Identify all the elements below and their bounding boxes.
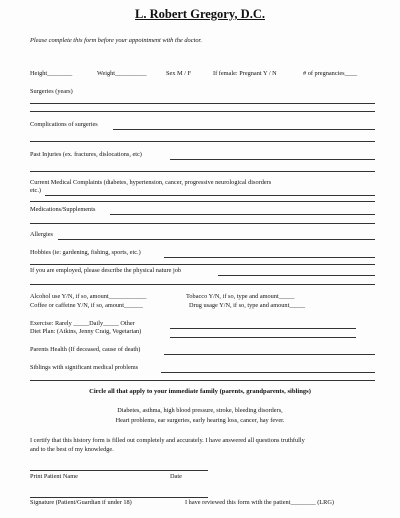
parents-health-line[interactable] <box>164 354 375 355</box>
complaints-label: Current Medical Complaints (diabetes, hypertension, cancer, progressive neurological disorders <box>30 179 272 186</box>
alcohol-field[interactable]: Alcohol use Y/N, if so, amount____________ <box>30 293 147 300</box>
family-conditions-line-2[interactable]: Heart problems, ear surgeries, early hearing loss, cancer, hay fever. <box>115 417 285 424</box>
certification-text-cont: and to the best of my knowledge. <box>30 446 114 453</box>
surgeries-label: Surgeries (years) <box>30 88 73 95</box>
certification-text: I certify that this history form is filled out completely and accurately. I have answered all questions truthfully <box>30 437 305 444</box>
employment-line-2[interactable] <box>30 284 375 285</box>
diet-line[interactable] <box>170 337 356 338</box>
siblings-label: Siblings with significant medical problems <box>30 364 139 371</box>
print-name-label: Print Patient Name <box>30 473 78 480</box>
complications-line-1[interactable] <box>113 129 375 130</box>
employment-line-1[interactable] <box>218 275 375 276</box>
complications-line-2[interactable] <box>30 141 375 142</box>
medications-line-2[interactable] <box>30 223 375 224</box>
coffee-field[interactable]: Coffee or caffeine Y/N, if so, amount______ <box>30 302 143 309</box>
weight-field[interactable]: Weight__________ <box>97 70 147 77</box>
allergies-label: Allergies <box>30 231 53 238</box>
signature-label: Signature (Patient/Guardian if under 18) <box>30 499 132 506</box>
siblings-line-1[interactable] <box>161 372 375 373</box>
siblings-line-2[interactable] <box>30 380 375 381</box>
hobbies-line-2[interactable] <box>30 264 375 265</box>
hobbies-label: Hobbies (ie: gardening, fishing, sports, etc.) <box>30 249 141 256</box>
diet-label: Diet Plan: (Atkins, Jenny Craig, Vegetarian) <box>30 328 142 335</box>
complications-label: Complications of surgeries <box>30 121 98 128</box>
signature-line[interactable] <box>30 497 208 498</box>
hobbies-line-1[interactable] <box>164 257 375 258</box>
sex-field[interactable]: Sex M / F <box>166 70 192 77</box>
family-conditions-line-1[interactable]: Diabetes, asthma, high blood pressure, stroke, bleeding disorders, <box>117 407 283 414</box>
form-instructions: Please complete this form before your appointment with the doctor. <box>30 37 202 44</box>
complaints-line-2[interactable] <box>30 201 375 202</box>
print-name-line[interactable] <box>30 470 208 471</box>
complaints-line-1[interactable] <box>45 195 375 196</box>
drug-field[interactable]: Drug usage Y/N, if so, type and amount_____ <box>189 302 306 309</box>
past-injuries-line-1[interactable] <box>170 159 375 160</box>
exercise-other-line[interactable] <box>170 328 356 329</box>
employment-label: If you are employed, please describe the physical nature job <box>30 267 182 274</box>
allergies-line[interactable] <box>58 239 375 240</box>
date-label: Date <box>170 473 182 480</box>
parents-health-label: Parents Health (If deceased, cause of death) <box>30 346 141 353</box>
past-injuries-label: Past Injuries (ex. fractures, dislocations, etc) <box>30 151 142 158</box>
medications-line-1[interactable] <box>110 214 375 215</box>
medications-label: Medications/Supplements <box>30 206 96 213</box>
surgeries-line-2[interactable] <box>30 111 375 112</box>
reviewed-statement: I have reviewed this form with the patient________ (LRG) <box>185 499 334 506</box>
exercise-field[interactable]: Exercise: Rarely _____Daily_____ Other <box>30 320 135 327</box>
surgeries-line-1[interactable] <box>30 103 375 104</box>
family-history-heading: Circle all that apply to your immediate family (parents, grandparents, siblings) <box>89 388 311 395</box>
height-field[interactable]: Height________ <box>30 70 73 77</box>
form-title: L. Robert Gregory, D.C. <box>135 7 265 21</box>
past-injuries-line-2[interactable] <box>30 171 375 172</box>
complaints-label-cont: etc.) <box>30 187 42 194</box>
pregnant-field[interactable]: If female: Pregnant Y / N <box>213 70 277 77</box>
tobacco-field[interactable]: Tobacco Y/N, if so, type and amount_____ <box>186 293 295 300</box>
pregnancies-field[interactable]: # of pregnancies____ <box>303 70 358 77</box>
